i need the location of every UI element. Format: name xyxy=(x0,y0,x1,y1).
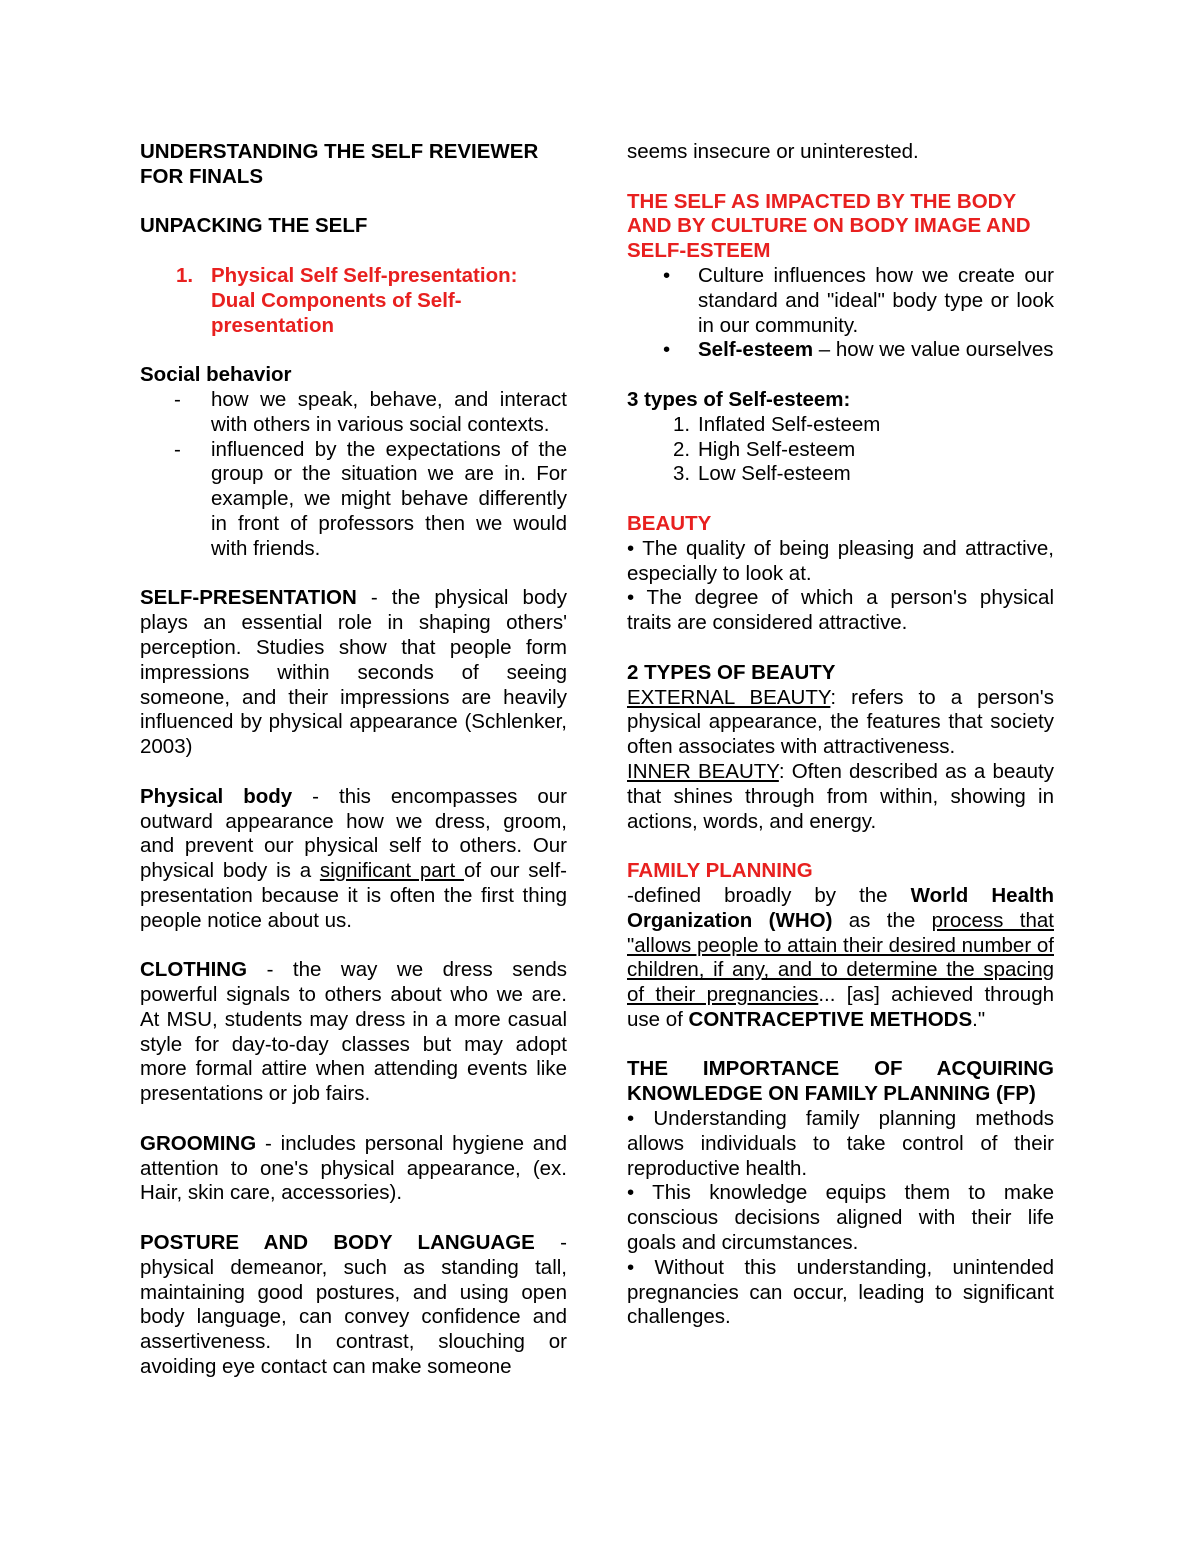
list-item-text: Inflated Self-esteem xyxy=(698,412,881,436)
beauty-heading: BEAUTY xyxy=(627,511,712,535)
section-title: UNPACKING THE SELF xyxy=(140,214,368,238)
numbered-heading-text: Physical Self Self-presentation: Dual Components of Self-presentation xyxy=(211,263,518,337)
list-item-text: Culture influences how we create our standard and "ideal" body type or look in our community. xyxy=(698,263,1054,337)
social-behavior-heading: Social behavior xyxy=(140,363,292,387)
list-item xyxy=(140,388,567,438)
definition: ." xyxy=(972,1007,986,1031)
self-esteem-types-list xyxy=(627,413,1054,487)
definition: as the xyxy=(832,908,932,932)
dash-marker: - xyxy=(174,437,181,461)
list-item xyxy=(627,338,1054,363)
term: EXTERNAL BEAUTY xyxy=(627,685,831,709)
list-item xyxy=(140,438,567,562)
list-item-text: influenced by the expectations of the group or the situation we are in. For example, we might behave differently in front of professors then we would with friends. xyxy=(211,437,567,560)
term: GROOMING xyxy=(140,1131,257,1155)
definition: - physical demeanor, such as standing tall, maintaining good postures, and using open body language, can convey confidence and assertiveness. In contrast, slouching or avoiding eye contact can make someone xyxy=(140,1231,567,1379)
term: CLOTHING xyxy=(140,958,248,982)
social-behavior-list xyxy=(140,388,567,562)
methods-term: CONTRACEPTIVE METHODS xyxy=(688,1007,973,1031)
inner-beauty-paragraph xyxy=(627,760,1054,834)
document-title: UNDERSTANDING THE SELF REVIEWER FOR FINALS xyxy=(140,140,539,188)
posture-continued: seems insecure or uninterested. xyxy=(627,140,919,163)
underlined-text: significant part xyxy=(319,859,464,883)
list-item-text: Low Self-esteem xyxy=(698,462,851,486)
definition: - this encompasses our outward appearance how we dress, groom, and prevent our physical self to others. Our physical body is a xyxy=(140,784,568,883)
list-item-text: how we speak, behave, and interact with others in various social contexts. xyxy=(211,387,567,436)
beauty-line: • The degree of which a person's physical traits are considered attractive. xyxy=(627,586,1054,635)
self-presentation-paragraph xyxy=(140,586,567,760)
family-planning-heading: FAMILY PLANNING xyxy=(627,859,813,883)
right-column xyxy=(627,140,1054,1330)
physical-body-paragraph xyxy=(140,785,567,934)
definition: ... [as] achieved through use of xyxy=(627,983,1054,1031)
definition: -defined broadly by the xyxy=(627,883,911,907)
definition: - the way we dress sends powerful signals to others about who we are. At MSU, students may dress in a more casual style for day-to-day classes but may adopt more formal attire when attending events like presentations or job fairs. xyxy=(140,958,567,1106)
definition: - includes personal hygiene and attention to one's physical appearance, (ex. Hair, skin care, accessories). xyxy=(140,1131,567,1205)
definition: : Often described as a beauty that shines through from within, showing in actions, words, and energy. xyxy=(627,759,1054,833)
dash-marker: - xyxy=(174,387,181,411)
list-item xyxy=(627,462,1054,487)
list-item xyxy=(627,264,1054,338)
self-esteem-types-heading: 3 types of Self-esteem: xyxy=(627,387,851,411)
term: Self-esteem xyxy=(698,338,814,362)
term: Physical body xyxy=(140,784,293,808)
list-number: 1. xyxy=(673,412,691,436)
definition: – how we value ourselves xyxy=(813,338,1054,362)
definition: : refers to a person's physical appearance, the features that society often associates with attractiveness. xyxy=(627,685,1054,759)
list-number: 1. xyxy=(176,263,194,287)
underlined-quote: process that "allows people to attain their desired number of children, if any, and to determine the spacing of their pregnancies xyxy=(627,908,1054,1007)
list-item xyxy=(627,438,1054,463)
list-number: 2. xyxy=(673,437,691,461)
list-item-text: High Self-esteem xyxy=(698,437,856,461)
list-item xyxy=(627,413,1054,438)
left-column xyxy=(140,140,567,1380)
beauty-line: • The quality of being pleasing and attractive, especially to look at. xyxy=(627,536,1054,585)
impact-heading: THE SELF AS IMPACTED BY THE BODY AND BY CULTURE ON BODY IMAGE AND SELF-ESTEEM xyxy=(627,189,1031,263)
list-number: 3. xyxy=(673,462,691,486)
external-beauty-paragraph xyxy=(627,686,1054,760)
term: INNER BEAUTY xyxy=(627,759,779,783)
importance-line: • This knowledge equips them to make conscious decisions aligned with their life goals and circumstances. xyxy=(627,1181,1054,1255)
term: SELF-PRESENTATION xyxy=(140,586,357,610)
importance-line: • Understanding family planning methods allows individuals to take control of their reproductive health. xyxy=(627,1107,1054,1180)
organization-name: World Health Organization (WHO) xyxy=(627,883,1055,932)
family-planning-paragraph xyxy=(627,884,1054,1033)
beauty-types-heading: 2 TYPES OF BEAUTY xyxy=(627,660,836,684)
definition: - the physical body plays an essential role in shaping others' perception. Studies show that people form impressions within seconds of seeing someone, and their impressions are heavily influenced by physical appearance (Schlenker, 2003) xyxy=(140,586,567,759)
clothing-paragraph xyxy=(140,958,567,1107)
posture-paragraph xyxy=(140,1231,567,1380)
definition-continued: of our self-presentation because it is often the first thing people notice about us. xyxy=(140,859,567,932)
importance-heading: THE IMPORTANCE OF ACQUIRING KNOWLEDGE ON FAMILY PLANNING (FP) xyxy=(627,1057,1054,1106)
term: POSTURE AND BODY LANGUAGE xyxy=(140,1231,535,1255)
grooming-paragraph xyxy=(140,1132,567,1206)
importance-line: • Without this understanding, unintended pregnancies can occur, leading to significant challenges. xyxy=(627,1255,1054,1329)
numbered-heading xyxy=(140,264,567,338)
impact-list xyxy=(627,264,1054,363)
bullet-marker: • xyxy=(663,263,671,287)
bullet-marker: • xyxy=(663,338,671,362)
